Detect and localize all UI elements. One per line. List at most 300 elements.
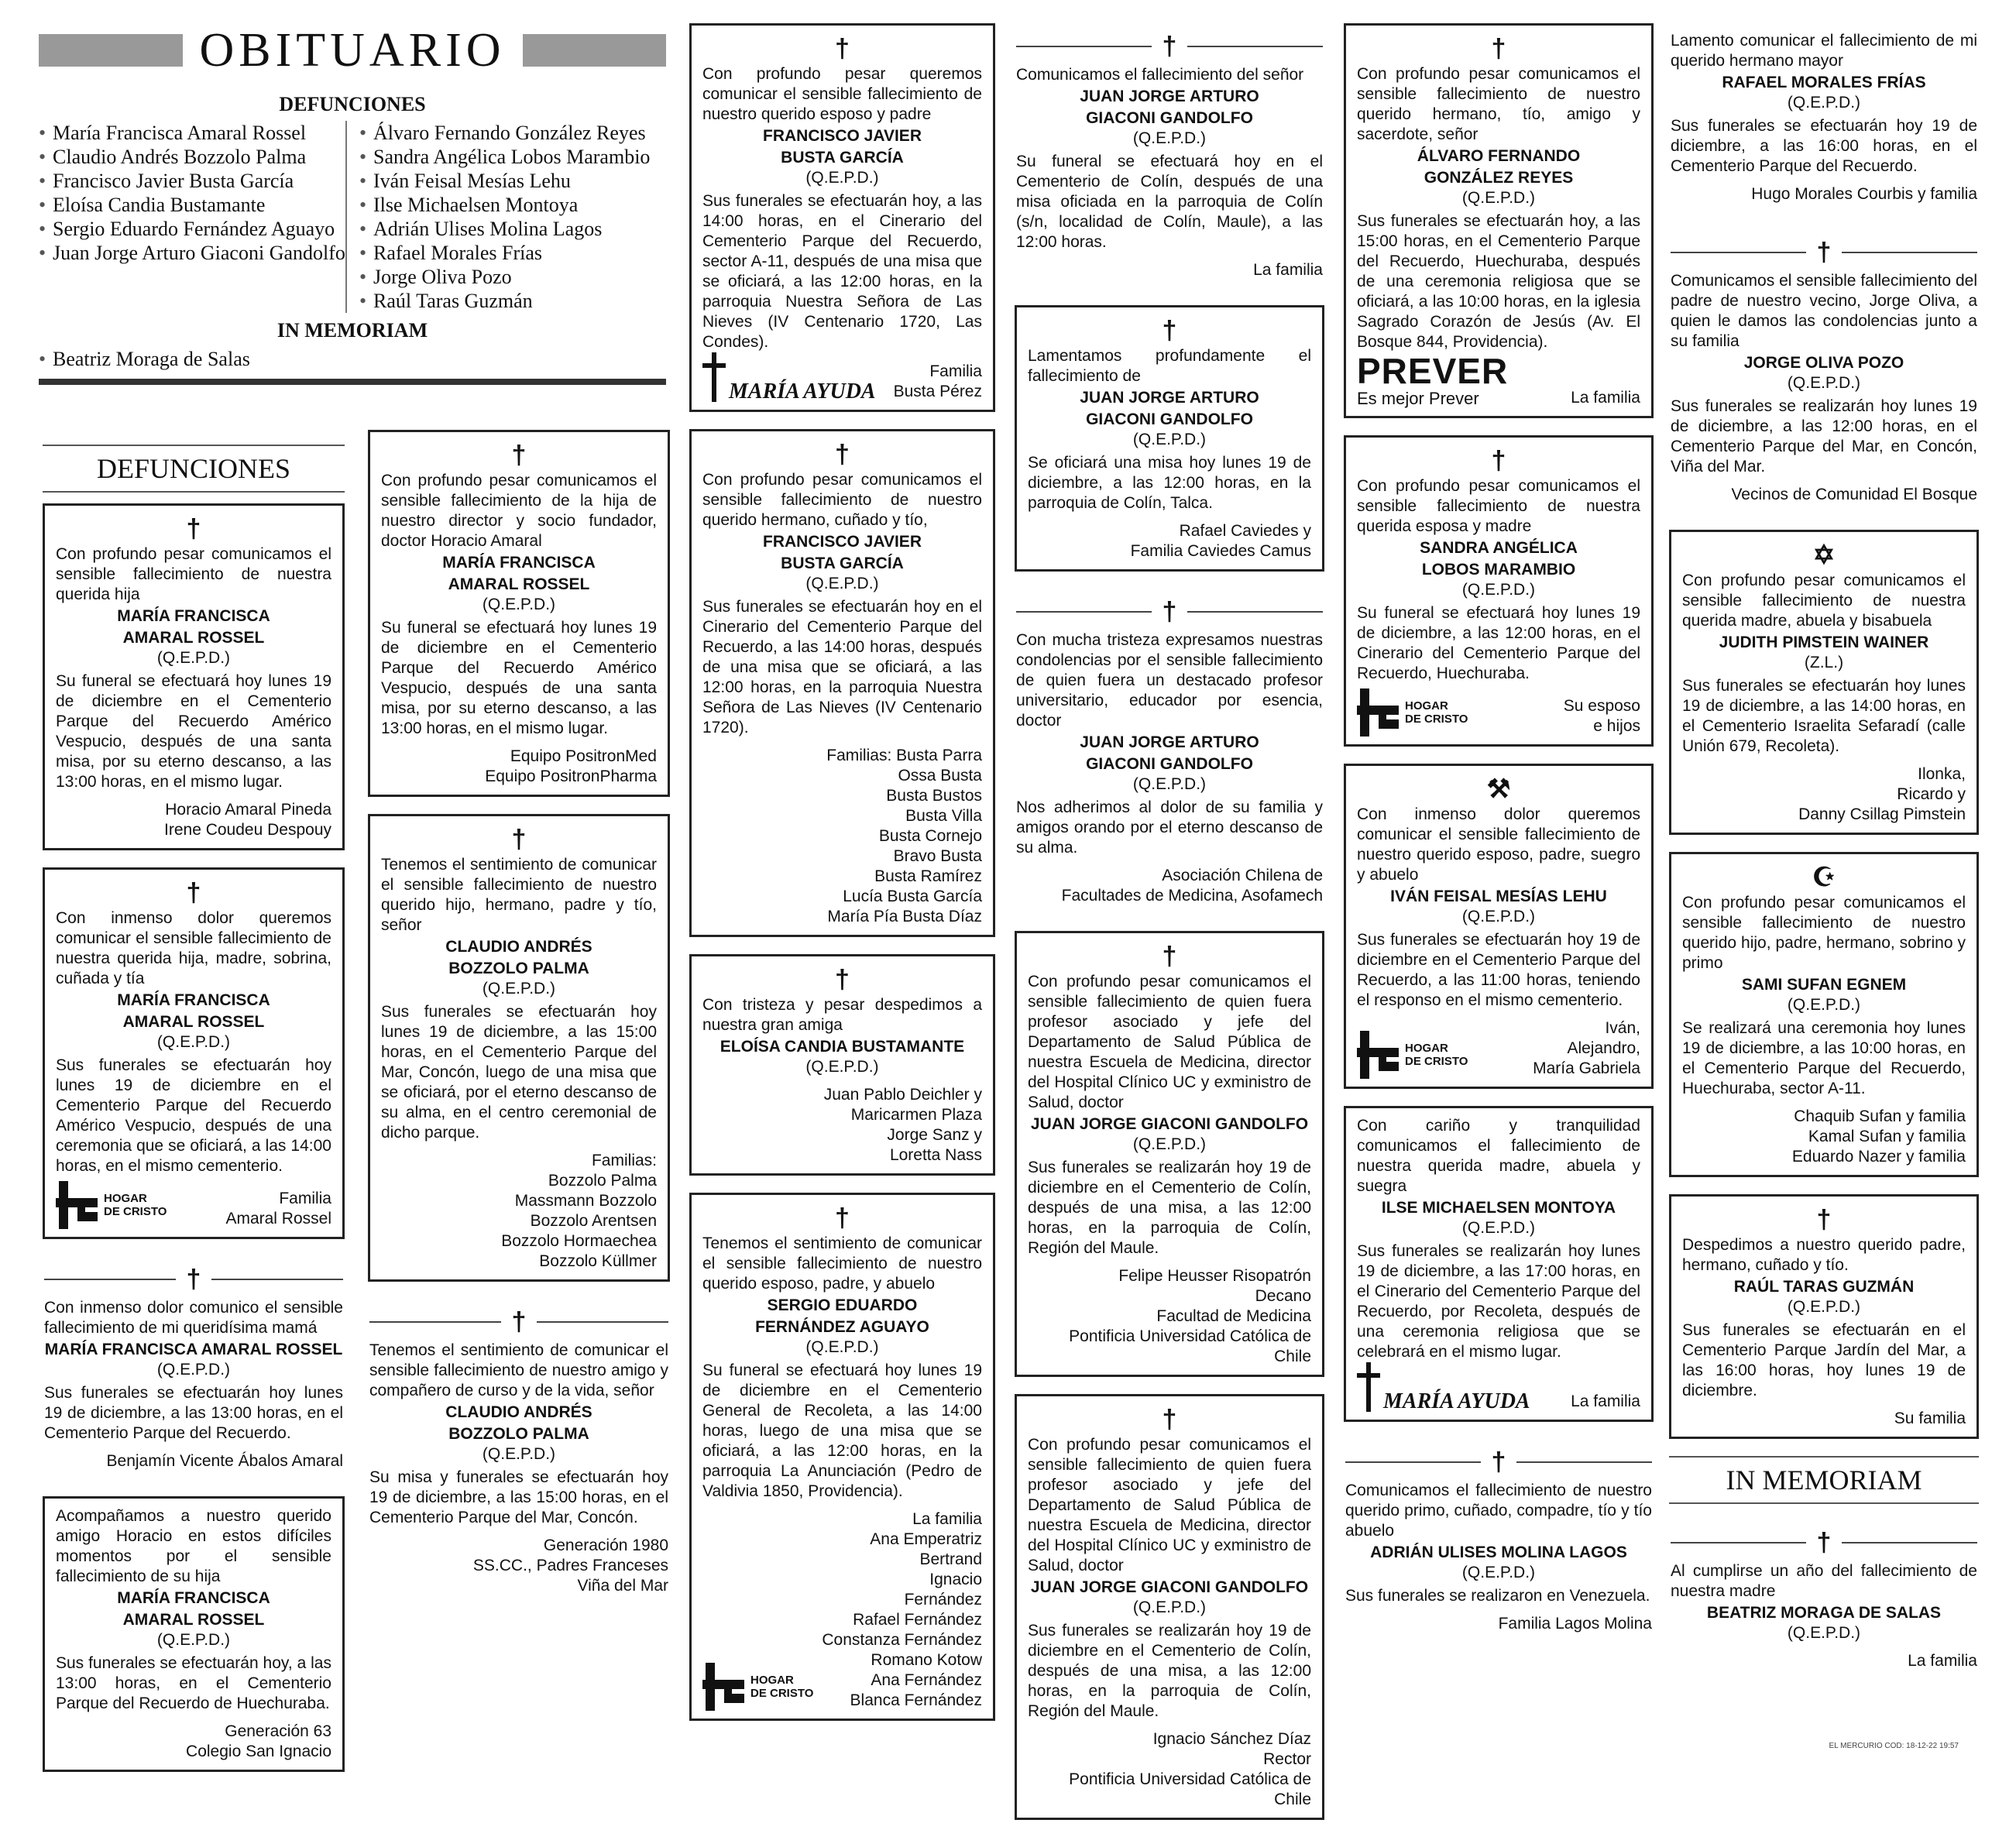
deceased-name: GONZÁLEZ REYES bbox=[1424, 169, 1574, 187]
deceased-name: SAMI SUFAN EGNEM bbox=[1741, 976, 1907, 994]
signature-line: Facultades de Medicina, Asofamech bbox=[1061, 887, 1323, 905]
signature-line: Ignacio Sánchez Díaz bbox=[1152, 1730, 1311, 1748]
notice-body: Sus funerales se realizarán hoy lunes 19 de diciembre, a las 17:00 horas, en el Cinerario del Cementerio Parque del Recuerdo, por Recoleta, después de una ceremonia religiosa que se celebrará en el mismo lugar. bbox=[1357, 1242, 1640, 1361]
signature-line: Busta Pérez bbox=[893, 383, 982, 400]
deceased-name: BEATRIZ MORAGA DE SALAS bbox=[1706, 1604, 1942, 1622]
cross-icon: † bbox=[186, 1265, 201, 1294]
notice-signature bbox=[894, 362, 982, 402]
notice-body: Sus funerales se realizarán hoy 19 de diciembre en el Cementerio de Colín, después de una misa, a las 12:00 horas, en la parroquia de Colín, Región del Maule. bbox=[1028, 1622, 1311, 1720]
qepd-label: (Q.E.P.D.) bbox=[1132, 431, 1207, 448]
notice-body: Sus funerales se efectuarán hoy lunes 19 de diciembre en el Cementerio Parque del Recuerdo Américo Vespucio, después de una ceremonia que se oficiará, a las 14:00 horas, en el mismo cementerio. bbox=[56, 1056, 331, 1175]
cross-icon: † bbox=[1162, 32, 1177, 61]
deceased-name: RAÚL TARAS GUZMÁN bbox=[1733, 1278, 1915, 1296]
signature-line: Benjamín Vicente Ábalos Amaral bbox=[106, 1452, 343, 1470]
signature-line: Chaquib Sufan y familia bbox=[1794, 1107, 1966, 1125]
signature-line: Bozzolo Hormaechea bbox=[501, 1232, 657, 1250]
obituary-notice bbox=[43, 1496, 345, 1772]
notice-body: Sus funerales se efectuarán hoy lunes 19 de diciembre, a las 14:00 horas, en el Cementerio Israelita Sefaradí (calle Unión 679, Recoleta). bbox=[1682, 677, 1966, 755]
index-entry: • Rafael Morales Frías bbox=[359, 241, 666, 265]
signature-line: Romano Kotow bbox=[871, 1651, 982, 1669]
qepd-label: (Q.E.P.D.) bbox=[1461, 189, 1536, 207]
notice-signature bbox=[822, 1509, 982, 1711]
qepd-label: (Q.E.P.D.) bbox=[1787, 1624, 1861, 1642]
cross-icon: † bbox=[511, 825, 527, 854]
hogar-de-cristo-logo bbox=[702, 1663, 813, 1711]
deceased-name: FERNÁNDEZ AGUAYO bbox=[755, 1318, 929, 1336]
index-memoriam-list bbox=[39, 347, 666, 371]
signature-line: Familias: bbox=[591, 1152, 657, 1169]
deceased-name: SANDRA ANGÉLICA bbox=[1420, 539, 1578, 557]
cross-icon: † bbox=[835, 1203, 850, 1233]
cross-icon: † bbox=[1816, 1205, 1832, 1234]
index-entry: • Raúl Taras Guzmán bbox=[359, 289, 666, 313]
notice-signature bbox=[1564, 696, 1640, 737]
signature-line: Iván, bbox=[1605, 1019, 1640, 1037]
qepd-label: (Q.E.P.D.) bbox=[156, 1631, 231, 1649]
notice-signature bbox=[1682, 1107, 1966, 1167]
column-6 bbox=[1669, 23, 1979, 1696]
signature-line: La familia bbox=[1908, 1652, 1977, 1670]
signature-line: Vecinos de Comunidad El Bosque bbox=[1731, 486, 1977, 503]
deceased-name: JUAN JORGE ARTURO bbox=[1080, 389, 1259, 407]
index-entry: • Sandra Angélica Lobos Marambio bbox=[359, 145, 666, 169]
deceased-name: SERGIO EDUARDO bbox=[767, 1296, 918, 1314]
deceased-name: GIACONI GANDOLFO bbox=[1086, 109, 1253, 127]
signature-line: Ana Fernández bbox=[871, 1671, 982, 1689]
signature-line: Kamal Sufan y familia bbox=[1808, 1128, 1966, 1145]
index-defunciones-heading: DEFUNCIONES bbox=[279, 93, 426, 115]
obituary-notice bbox=[1669, 229, 1979, 513]
signature-line: La familia bbox=[1253, 261, 1323, 279]
index-entry: • Beatriz Moraga de Salas bbox=[39, 347, 345, 371]
obituary-notice bbox=[1015, 931, 1324, 1377]
signature-line: Familia Caviedes Camus bbox=[1130, 542, 1311, 560]
hogar-de-cristo-logo bbox=[56, 1181, 167, 1229]
hogar-de-cristo-label: HOGAR DE CRISTO bbox=[1405, 699, 1468, 726]
deceased-name: ÁLVARO FERNANDO bbox=[1417, 147, 1581, 165]
signature-line: Massmann Bozzolo bbox=[514, 1192, 657, 1210]
notice-body: Su funeral se efectuará hoy lunes 19 de diciembre en el Cementerio General de Recoleta, a las 14:00 horas, luego de una misa que se oficiará, a las 12:00 horas, en la parroquia La Anunciación (Pedro de Valdivia 1850, Providencia). bbox=[702, 1361, 982, 1500]
deceased-name: RAFAEL MORALES FRÍAS bbox=[1722, 74, 1926, 91]
signature-line: Su familia bbox=[1894, 1410, 1966, 1427]
signature-line: Loretta Nass bbox=[889, 1146, 982, 1164]
hogar-de-cristo-mark-icon bbox=[1357, 1031, 1399, 1079]
notice-rule bbox=[1016, 596, 1323, 627]
qepd-label: (Q.E.P.D.) bbox=[1132, 1135, 1207, 1153]
index-memoriam-entries bbox=[39, 347, 345, 371]
cross-icon: † bbox=[835, 34, 850, 64]
notice-intro: Con profundo pesar comunicamos el sensible fallecimiento de nuestra querida esposa y madre bbox=[1357, 477, 1640, 535]
signature-line: Amaral Rossel bbox=[225, 1210, 331, 1228]
signature-line: e hijos bbox=[1593, 717, 1640, 735]
notice-body: Sus funerales se efectuarán hoy 19 de diciembre en el Cementerio Parque del Recuerdo, a las 11:00 horas, teniendo el responso en el mismo cementerio. bbox=[1357, 931, 1640, 1009]
deceased-name: JUAN JORGE ARTURO bbox=[1080, 88, 1259, 105]
notice-signature bbox=[56, 1722, 331, 1762]
deceased-name: JORGE OLIVA POZO bbox=[1743, 354, 1904, 372]
signature-line: Familia Lagos Molina bbox=[1498, 1615, 1652, 1633]
obituary-notice bbox=[43, 867, 345, 1239]
notice-footer bbox=[1357, 1362, 1640, 1412]
qepd-label: (Q.E.P.D.) bbox=[805, 575, 879, 592]
column-4 bbox=[1015, 23, 1324, 1837]
deceased-name: GIACONI GANDOLFO bbox=[1086, 410, 1253, 428]
obituary-notice bbox=[1015, 305, 1324, 572]
qepd-label: (Q.E.P.D.) bbox=[805, 1058, 879, 1076]
obituary-notice bbox=[1015, 1394, 1324, 1820]
deceased-name: MARÍA FRANCISCA bbox=[117, 607, 270, 625]
notice-intro: Con profundo pesar comunicamos el sensible fallecimiento de nuestra querida madre, abuela y bisabuela bbox=[1682, 572, 1966, 630]
crescent-icon: ☪ bbox=[1812, 863, 1836, 892]
signature-line: Bertrand bbox=[919, 1550, 982, 1568]
notice-intro: Tenemos el sentimiento de comunicar el sensible fallecimiento de nuestro querido esposo, padre, y abuelo bbox=[702, 1234, 982, 1293]
signature-line: Asociación Chilena de bbox=[1162, 867, 1323, 884]
notice-intro: Comunicamos el fallecimiento de nuestro querido primo, cuñado, compadre, tío y tío abuelo bbox=[1345, 1482, 1652, 1540]
qepd-label: (Q.E.P.D.) bbox=[1461, 1219, 1536, 1237]
qepd-label: (Q.E.P.D.) bbox=[805, 1338, 879, 1356]
notice-intro: Con profundo pesar comunicamos el sensible fallecimiento de nuestro querido hermano, tío, amigo y sacerdote, señor bbox=[1357, 65, 1640, 143]
index-entry: • María Francisca Amaral Rossel bbox=[39, 121, 345, 145]
deceased-name: CLAUDIO ANDRÉS bbox=[445, 1403, 592, 1421]
column-3 bbox=[689, 23, 995, 1738]
notice-signature bbox=[1671, 184, 1977, 204]
notice-intro: Con profundo pesar comunicamos el sensible fallecimiento de quien fuera profesor asociado y jefe del Departamento de Salud Pública de nuestra Escuela de Medicina, director del Hospital Clínico UC y exministro de Salud, doctor bbox=[1028, 1436, 1311, 1574]
notice-intro: Tenemos el sentimiento de comunicar el sensible fallecimiento de nuestro amigo y compañero de curso y de la vida, señor bbox=[369, 1341, 668, 1399]
obituary-notice bbox=[1669, 852, 1979, 1177]
index-entry: • Francisco Javier Busta García bbox=[39, 169, 345, 193]
deceased-name: ILSE MICHAELSEN MONTOYA bbox=[1381, 1199, 1616, 1217]
signature-line: Familias: Busta Parra bbox=[826, 747, 982, 764]
notice-body: Sus funerales se efectuarán hoy, a las 14:00 horas, en el Cinerario del Cementerio Parque del Recuerdo, sector A-11, después de una misa que se oficiará, a las 12:00 horas, en la parroquia Nuestra Señora de Las Nieves (IV Centenario 1720, Las Condes). bbox=[702, 192, 982, 351]
qepd-label: (Q.E.P.D.) bbox=[1461, 908, 1536, 925]
signature-line: Busta Villa bbox=[905, 807, 982, 825]
prever-slogan: Es mejor Prever bbox=[1357, 389, 1479, 408]
notice-footer bbox=[702, 1502, 982, 1711]
signature-line: Maricarmen Plaza bbox=[850, 1106, 982, 1124]
obituary-notice bbox=[1669, 1194, 1979, 1439]
signature-line: Rector bbox=[1263, 1750, 1311, 1768]
obituary-notice bbox=[1669, 530, 1979, 835]
notice-intro: Al cumplirse un año del fallecimiento de nuestra madre bbox=[1671, 1562, 1977, 1600]
notice-intro: Con mucha tristeza expresamos nuestras condolencias por el sensible fallecimiento de quien fuera un destacado profesor universitario, educador por esencia, doctor bbox=[1016, 631, 1323, 730]
signature-line: Equipo PositronMed bbox=[510, 747, 657, 765]
deceased-name: AMARAL ROSSEL bbox=[448, 575, 590, 593]
signature-line: Eduardo Nazer y familia bbox=[1791, 1148, 1966, 1166]
signature-line: Lucía Busta García bbox=[843, 888, 982, 905]
cross-icon: † bbox=[1162, 316, 1177, 345]
cross-icon: † bbox=[835, 965, 850, 994]
qepd-label: (Q.E.P.D.) bbox=[805, 169, 879, 187]
cross-icon: † bbox=[511, 441, 527, 470]
notice-footer bbox=[1357, 1011, 1640, 1079]
deceased-name: MARÍA FRANCISCA bbox=[117, 1589, 270, 1607]
index-entry: • Claudio Andrés Bozzolo Palma bbox=[39, 145, 345, 169]
obituary-notice bbox=[1344, 1106, 1654, 1422]
deceased-name: ADRIÁN ULISES MOLINA LAGOS bbox=[1370, 1543, 1627, 1561]
notice-intro: Con inmenso dolor comunico el sensible fallecimiento de mi queridísima mamá bbox=[44, 1299, 343, 1337]
signature-line: Horacio Amaral Pineda bbox=[165, 801, 331, 819]
deceased-name: GIACONI GANDOLFO bbox=[1086, 755, 1253, 773]
deceased-name: MARÍA FRANCISCA AMARAL ROSSEL bbox=[44, 1341, 343, 1358]
qepd-label: (Q.E.P.D.) bbox=[156, 1033, 231, 1051]
signature-line: Viña del Mar bbox=[577, 1577, 668, 1595]
signature-line: Ana Emperatriz bbox=[870, 1530, 982, 1548]
qepd-label: (Q.E.P.D.) bbox=[156, 1361, 231, 1379]
index-entry: • Ilse Michaelsen Montoya bbox=[359, 193, 666, 217]
notice-intro: Tenemos el sentimiento de comunicar el sensible fallecimiento de nuestro querido hijo, hermano, padre y tío, señor bbox=[381, 856, 657, 934]
notice-footer bbox=[56, 1176, 331, 1229]
index-entry: • Iván Feisal Mesías Lehu bbox=[359, 169, 666, 193]
signature-line: Familia bbox=[929, 362, 982, 380]
obituary-notice bbox=[43, 1256, 345, 1479]
signature-line: Pontificia Universidad Católica de bbox=[1069, 1770, 1311, 1788]
signature-line: Bozzolo Küllmer bbox=[539, 1252, 657, 1270]
obituary-notice bbox=[1344, 23, 1654, 418]
section-in-memoriam: IN MEMORIAM bbox=[1669, 1456, 1979, 1504]
signature-line: La familia bbox=[912, 1510, 982, 1528]
index-entry: • Álvaro Fernando González Reyes bbox=[359, 121, 666, 145]
notice-body: Su funeral se efectuará hoy lunes 19 de diciembre, a las 12:00 horas, en el Cinerario del Cementerio Parque del Recuerdo, Huechuraba. bbox=[1357, 604, 1640, 682]
hogar-de-cristo-mark-icon bbox=[702, 1663, 744, 1711]
notice-signature bbox=[1028, 1266, 1311, 1367]
notice-signature bbox=[1682, 764, 1966, 825]
hogar-de-cristo-label: HOGAR DE CRISTO bbox=[750, 1674, 814, 1700]
index-entry: • Eloísa Candia Bustamante bbox=[39, 193, 345, 217]
obituary-notice bbox=[368, 430, 670, 797]
signature-line: Busta Ramírez bbox=[874, 867, 982, 885]
maria-ayuda-label: MARÍA AYUDA bbox=[729, 379, 876, 403]
index-memoriam-heading: IN MEMORIAM bbox=[276, 319, 428, 342]
signature-line: María Pía Busta Díaz bbox=[827, 908, 982, 925]
masthead-bar-right bbox=[523, 34, 667, 67]
deceased-name: BOZZOLO PALMA bbox=[448, 1425, 589, 1443]
obituary-notice bbox=[1344, 764, 1654, 1089]
deceased-name: CLAUDIO ANDRÉS bbox=[445, 938, 592, 956]
notice-footer bbox=[1357, 684, 1640, 737]
qepd-label: (Q.E.P.D.) bbox=[1787, 996, 1861, 1014]
signature-line: Facultad de Medicina bbox=[1156, 1307, 1311, 1325]
signature-line: Constanza Fernández bbox=[822, 1631, 982, 1649]
hogar-de-cristo-logo bbox=[1357, 688, 1468, 737]
obituary-notice bbox=[1344, 1439, 1654, 1642]
notice-intro: Comunicamos el fallecimiento del señor bbox=[1016, 66, 1304, 84]
deceased-name: FRANCISCO JAVIER bbox=[763, 127, 922, 145]
hogar-de-cristo-logo bbox=[1357, 1031, 1468, 1079]
qepd-label: (Q.E.P.D.) bbox=[482, 980, 556, 997]
cross-icon: † bbox=[1491, 1447, 1506, 1477]
notice-signature bbox=[1571, 1392, 1640, 1412]
notice-rule bbox=[1345, 1447, 1652, 1478]
qepd-label: (Q.E.P.D.) bbox=[482, 1445, 556, 1463]
deceased-name: ELOÍSA CANDIA BUSTAMANTE bbox=[720, 1038, 965, 1056]
obituary-notice bbox=[1015, 23, 1324, 288]
notice-signature bbox=[381, 747, 657, 787]
header-rule bbox=[39, 379, 666, 385]
notice-intro: Con tristeza y pesar despedimos a nuestra gran amiga bbox=[702, 996, 982, 1034]
deceased-name: FRANCISCO JAVIER bbox=[763, 533, 922, 551]
prever-logo bbox=[1357, 352, 1508, 408]
notice-signature bbox=[225, 1189, 331, 1229]
masthead-bar-left bbox=[39, 34, 183, 67]
qepd-label: (Q.E.P.D.) bbox=[1132, 775, 1207, 793]
deceased-name: MARÍA FRANCISCA bbox=[117, 991, 270, 1009]
column-1 bbox=[43, 503, 345, 1789]
signature-line: Familia bbox=[279, 1190, 331, 1207]
notice-signature bbox=[369, 1536, 668, 1596]
obituary-notice bbox=[689, 954, 995, 1176]
cross-icon: † bbox=[835, 440, 850, 469]
notice-signature bbox=[1345, 1614, 1652, 1634]
notice-signature bbox=[702, 746, 982, 927]
column-5 bbox=[1344, 23, 1654, 1659]
notice-intro: Con cariño y tranquilidad comunicamos el fallecimiento de nuestra querida madre, abuela y suegra bbox=[1357, 1117, 1640, 1195]
signature-line: Blanca Fernández bbox=[850, 1691, 982, 1709]
qepd-label: (Q.E.P.D.) bbox=[1461, 1564, 1536, 1581]
obituary-notice bbox=[689, 23, 995, 412]
notice-intro: Con profundo pesar comunicamos el sensible fallecimiento de quien fuera profesor asociado y jefe del Departamento de Salud Pública de nuestra Escuela de Medicina, director del Hospital Clínico UC y exministro de Salud, doctor bbox=[1028, 973, 1311, 1111]
signature-line: Bozzolo Palma bbox=[548, 1172, 657, 1190]
notice-rule bbox=[1016, 31, 1323, 62]
deceased-name: JUAN JORGE ARTURO bbox=[1080, 733, 1259, 751]
deceased-name: JUAN JORGE GIACONI GANDOLFO bbox=[1030, 1578, 1309, 1596]
notice-body: Sus funerales se efectuarán hoy lunes 19 de diciembre, a las 15:00 horas, en el Cementerio Parque del Mar, Concón, luego de una misa que se oficiará, por el eterno descanso de su alma, en el centro ceremonial de dicho parque. bbox=[381, 1003, 657, 1142]
obituary-notice bbox=[689, 1193, 995, 1721]
cross-icon: † bbox=[1491, 34, 1506, 64]
notice-signature bbox=[1016, 260, 1323, 280]
notice-intro: Con inmenso dolor queremos comunicar el sensible fallecimiento de nuestro querido esposo, padre, suegro y abuelo bbox=[1357, 805, 1640, 884]
notice-intro: Acompañamos a nuestro querido amigo Horacio en estos difíciles momentos por el sensible fallecimiento de su hija bbox=[56, 1507, 331, 1585]
notice-rule bbox=[1671, 237, 1977, 268]
maria-ayuda-logo bbox=[702, 352, 876, 402]
qepd-label: (Q.E.P.D.) bbox=[1132, 1598, 1207, 1616]
signature-line: Felipe Heusser Risopatrón bbox=[1118, 1267, 1311, 1285]
signature-line: Jorge Sanz y bbox=[887, 1126, 982, 1144]
maria-ayuda-label: MARÍA AYUDA bbox=[1383, 1389, 1530, 1413]
hogar-de-cristo-mark-icon bbox=[56, 1181, 98, 1229]
signature-line: Bravo Busta bbox=[893, 847, 982, 865]
notice-body: Sus funerales se efectuarán hoy, a las 15:00 horas, en el Cementerio Parque del Recuerdo, Huechuraba, después de una ceremonia religiosa que se oficiará, a las 10:00 horas, en la iglesia Sagrado Corazón de Jesús (Av. El Bosque 844, Providencia). bbox=[1357, 212, 1640, 351]
notice-rule bbox=[44, 1264, 343, 1295]
index-defunciones-list bbox=[39, 121, 666, 313]
signature-line: Colegio San Ignacio bbox=[186, 1743, 331, 1760]
notice-body: Sus funerales se efectuarán hoy, a las 13:00 horas, en el Cementerio Parque del Recuerdo de Huechuraba. bbox=[56, 1654, 331, 1712]
signature-line: Danny Csillag Pimstein bbox=[1798, 805, 1966, 823]
cross-icon: † bbox=[1816, 238, 1832, 267]
signature-line: Hugo Morales Courbis y familia bbox=[1751, 185, 1977, 203]
obituary-notice bbox=[1015, 589, 1324, 914]
obituary-notice bbox=[1669, 1519, 1979, 1679]
qepd-label: (Q.E.P.D.) bbox=[1787, 94, 1861, 112]
signature-line: Fernández bbox=[904, 1591, 982, 1609]
signature-line: Equipo PositronPharma bbox=[485, 767, 657, 785]
signature-line: Ossa Busta bbox=[898, 767, 982, 785]
index-list-left bbox=[39, 121, 345, 313]
notice-intro: Con inmenso dolor queremos comunicar el sensible fallecimiento de nuestra querida hija, madre, sobrina, cuñada y tía bbox=[56, 909, 331, 987]
notice-body: Su misa y funerales se efectuarán hoy 19 de diciembre, a las 15:00 horas, en el Cementerio Parque del Mar, Concón. bbox=[369, 1468, 668, 1526]
signature-line: Rafael Caviedes y bbox=[1179, 522, 1311, 540]
signature-line: Busta Bustos bbox=[886, 787, 982, 805]
hogar-de-cristo-label: HOGAR DE CRISTO bbox=[1405, 1042, 1468, 1068]
qepd-label: (Q.E.P.D.) bbox=[1787, 1298, 1861, 1316]
notice-rule bbox=[369, 1307, 668, 1337]
notice-intro: Comunicamos el sensible fallecimiento del padre de nuestro vecino, Jorge Oliva, a quien le damos las condolencias junto a su familia bbox=[1671, 272, 1977, 350]
notice-intro: Con profundo pesar comunicamos el sensible fallecimiento de nuestro querido hijo, padre, hermano, sobrino y primo bbox=[1682, 894, 1966, 972]
deceased-name: AMARAL ROSSEL bbox=[122, 1013, 265, 1031]
notice-body: Su funeral se efectuará hoy lunes 19 de diciembre en el Cementerio Parque del Recuerdo Américo Vespucio, después de una santa misa, por su eterno descanso, a las 13:00 horas, en el mismo lugar. bbox=[56, 672, 331, 791]
deceased-name: IVÁN FEISAL MESÍAS LEHU bbox=[1390, 888, 1607, 905]
maria-ayuda-logo bbox=[1357, 1362, 1530, 1412]
column-2 bbox=[368, 430, 670, 1621]
notice-signature bbox=[381, 1151, 657, 1272]
index-entry: • Sergio Eduardo Fernández Aguayo bbox=[39, 217, 345, 241]
notice-rule bbox=[1671, 1527, 1977, 1558]
notice-intro: Con profundo pesar comunicamos el sensible fallecimiento de la hija de nuestro director y socio fundador, doctor Horacio Amaral bbox=[381, 472, 657, 550]
notice-signature bbox=[1671, 1651, 1977, 1671]
section-defunciones: DEFUNCIONES bbox=[43, 445, 345, 493]
qepd-label: (Z.L.) bbox=[1804, 654, 1844, 671]
notice-body: Nos adherimos al dolor de su familia y amigos orando por el eterno descanso de su alma. bbox=[1016, 798, 1323, 857]
signature-line: María Gabriela bbox=[1533, 1059, 1640, 1077]
deceased-name: BUSTA GARCÍA bbox=[781, 149, 904, 167]
page-title: OBITUARIO bbox=[199, 24, 506, 77]
deceased-name: BOZZOLO PALMA bbox=[448, 960, 589, 977]
notice-intro: Despedimos a nuestro querido padre, hermano, cuñado y tío. bbox=[1682, 1236, 1966, 1274]
deceased-name: BUSTA GARCÍA bbox=[781, 555, 904, 572]
notice-intro: Con profundo pesar queremos comunicar el sensible fallecimiento de nuestro querido esposo y padre bbox=[702, 65, 982, 123]
index-list-right bbox=[345, 121, 666, 313]
notice-intro: Con profundo pesar comunicamos el sensible fallecimiento de nuestro querido hermano, cuñado y tío, bbox=[702, 471, 982, 529]
obituary-notice bbox=[1344, 435, 1654, 747]
hogar-de-cristo-label: HOGAR DE CRISTO bbox=[104, 1192, 167, 1218]
crucifix-icon bbox=[1357, 1362, 1380, 1412]
cross-icon: † bbox=[1162, 942, 1177, 971]
signature-line: Rafael Fernández bbox=[853, 1611, 982, 1629]
obituary-notice bbox=[368, 814, 670, 1282]
notice-signature bbox=[702, 1085, 982, 1166]
signature-line: Decano bbox=[1255, 1287, 1311, 1305]
signature-line: Ricardo y bbox=[1897, 785, 1966, 803]
deceased-name: AMARAL ROSSEL bbox=[122, 1611, 265, 1629]
notice-signature bbox=[1016, 866, 1323, 906]
star-icon: ✡ bbox=[1812, 541, 1836, 570]
qepd-label: (Q.E.P.D.) bbox=[1787, 374, 1861, 392]
notice-body: Sus funerales se efectuarán hoy lunes 19 de diciembre, a las 13:00 horas, en el Cementerio Parque del Recuerdo. bbox=[44, 1384, 343, 1442]
notice-body: Sus funerales se efectuarán hoy en el Cinerario del Cementerio Parque del Recuerdo, a las 14:00 horas, después de una misa que se oficiará, a las 12:00 horas, en la parroquia Nuestra Señora de Las Nieves (IV Centenario 1720). bbox=[702, 598, 982, 737]
notice-signature bbox=[56, 800, 331, 840]
signature-line: La familia bbox=[1571, 1392, 1640, 1410]
index-entry: • Adrián Ulises Molina Lagos bbox=[359, 217, 666, 241]
signature-line: Su esposo bbox=[1563, 697, 1640, 715]
notice-body: Su funeral se efectuará hoy en el Cementerio de Colín, después de una misa oficiada en la parroquia de Colín (s/n, localidad de Colín, Maule), a las 12:00 horas. bbox=[1016, 153, 1323, 251]
notice-signature bbox=[44, 1451, 343, 1471]
notice-footer bbox=[1357, 352, 1640, 408]
qepd-label: (Q.E.P.D.) bbox=[482, 596, 556, 613]
signature-line: Alejandro, bbox=[1567, 1039, 1640, 1057]
deceased-name: JUDITH PIMSTEIN WAINER bbox=[1719, 634, 1929, 651]
obituary-notice bbox=[43, 503, 345, 850]
notice-body: Su funeral se efectuará hoy lunes 19 de diciembre en el Cementerio Parque del Recuerdo Américo Vespucio, después de una santa misa, por su eterno descanso, a las 13:00 horas, en el mismo lugar. bbox=[381, 619, 657, 737]
signature-line: Irene Coudeu Despouy bbox=[164, 821, 331, 839]
footer-code: EL MERCURIO COD: 18-12-22 19:57 bbox=[1829, 1742, 1959, 1750]
notice-signature bbox=[1533, 1018, 1640, 1079]
deceased-name: JUAN JORGE GIACONI GANDOLFO bbox=[1030, 1115, 1309, 1133]
notice-intro: Lamentamos profundamente el fallecimiento de bbox=[1028, 347, 1311, 385]
signature-line: Pontificia Universidad Católica de Chile bbox=[1069, 1327, 1311, 1365]
qepd-label: (Q.E.P.D.) bbox=[1132, 129, 1207, 147]
signature-line: Busta Cornejo bbox=[878, 827, 982, 845]
obituary-notice bbox=[1669, 23, 1979, 212]
notice-body: Sus funerales se realizaron en Venezuela. bbox=[1345, 1587, 1650, 1605]
cross-icon: † bbox=[186, 514, 201, 544]
